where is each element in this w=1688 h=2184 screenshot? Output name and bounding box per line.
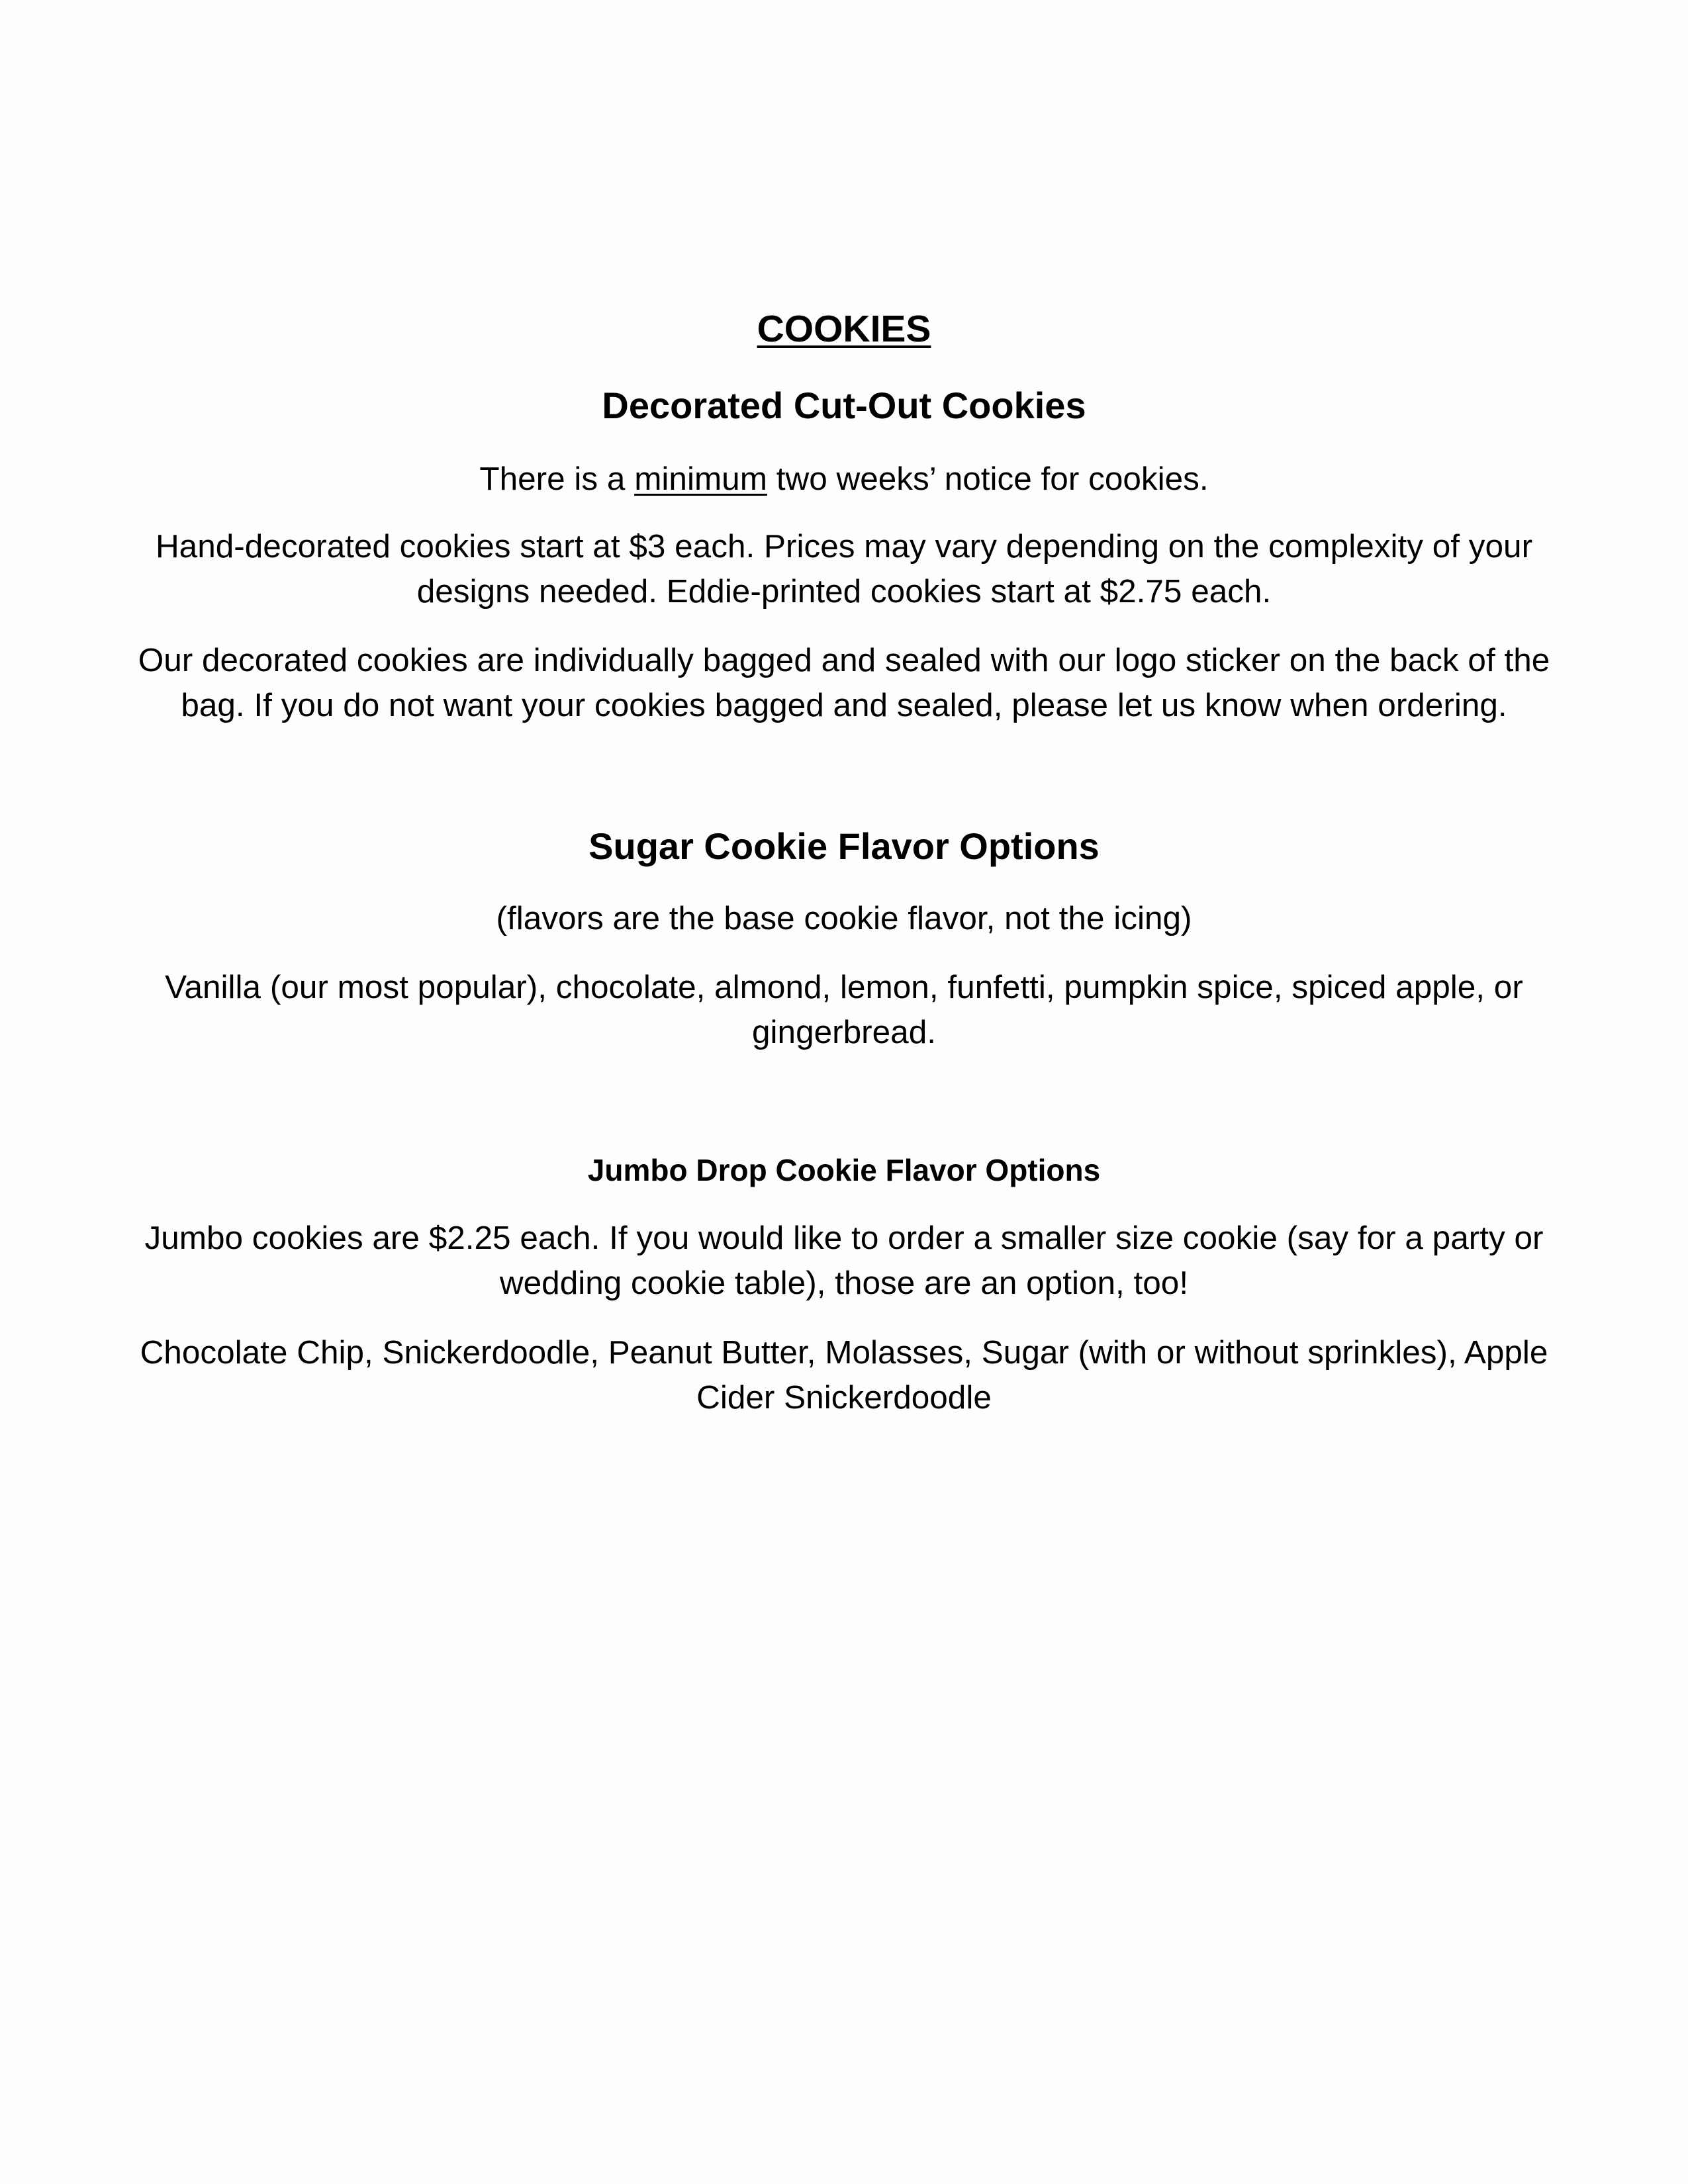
flavor-note-paragraph: (flavors are the base cookie flavor, not the icing): [496, 900, 1192, 936]
packaging-paragraph: Our decorated cookies are individually bagged and sealed with our logo sticker on the back of the bag. If you do not want your cookies bagged and sealed, please let us know when ordering.: [138, 642, 1550, 723]
notice-text-before: There is a: [479, 461, 635, 497]
section-heading-sugar-cookie-flavor-options: Sugar Cookie Flavor Options: [588, 825, 1100, 867]
notice-text-after: two weeks’ notice for cookies.: [767, 461, 1209, 497]
jumbo-pricing-paragraph: Jumbo cookies are $2.25 each. If you would like to order a smaller size cookie (say for a party or wedding cookie table), those are an option, too!: [144, 1220, 1544, 1301]
page-title: COOKIES: [757, 308, 931, 350]
jumbo-flavor-list-paragraph: Chocolate Chip, Snickerdoodle, Peanut Butter, Molasses, Sugar (with or without sprinkles), Apple Cider Snickerdoodle: [140, 1334, 1548, 1416]
sugar-flavor-list-paragraph: Vanilla (our most popular), chocolate, almond, lemon, funfetti, pumpkin spice, spiced apple, or gingerbread.: [165, 969, 1523, 1050]
notice-paragraph: [132, 457, 1556, 502]
pricing-paragraph: Hand-decorated cookies start at $3 each. Prices may vary depending on the complexity of your designs needed. Eddie-printed cookies start at $2.75 each.: [155, 528, 1533, 610]
notice-emphasis-minimum: minimum: [634, 461, 767, 497]
section-heading-jumbo-drop-cookie-flavor-options: Jumbo Drop Cookie Flavor Options: [587, 1153, 1101, 1187]
section-heading-decorated-cut-out-cookies: Decorated Cut-Out Cookies: [602, 385, 1086, 426]
